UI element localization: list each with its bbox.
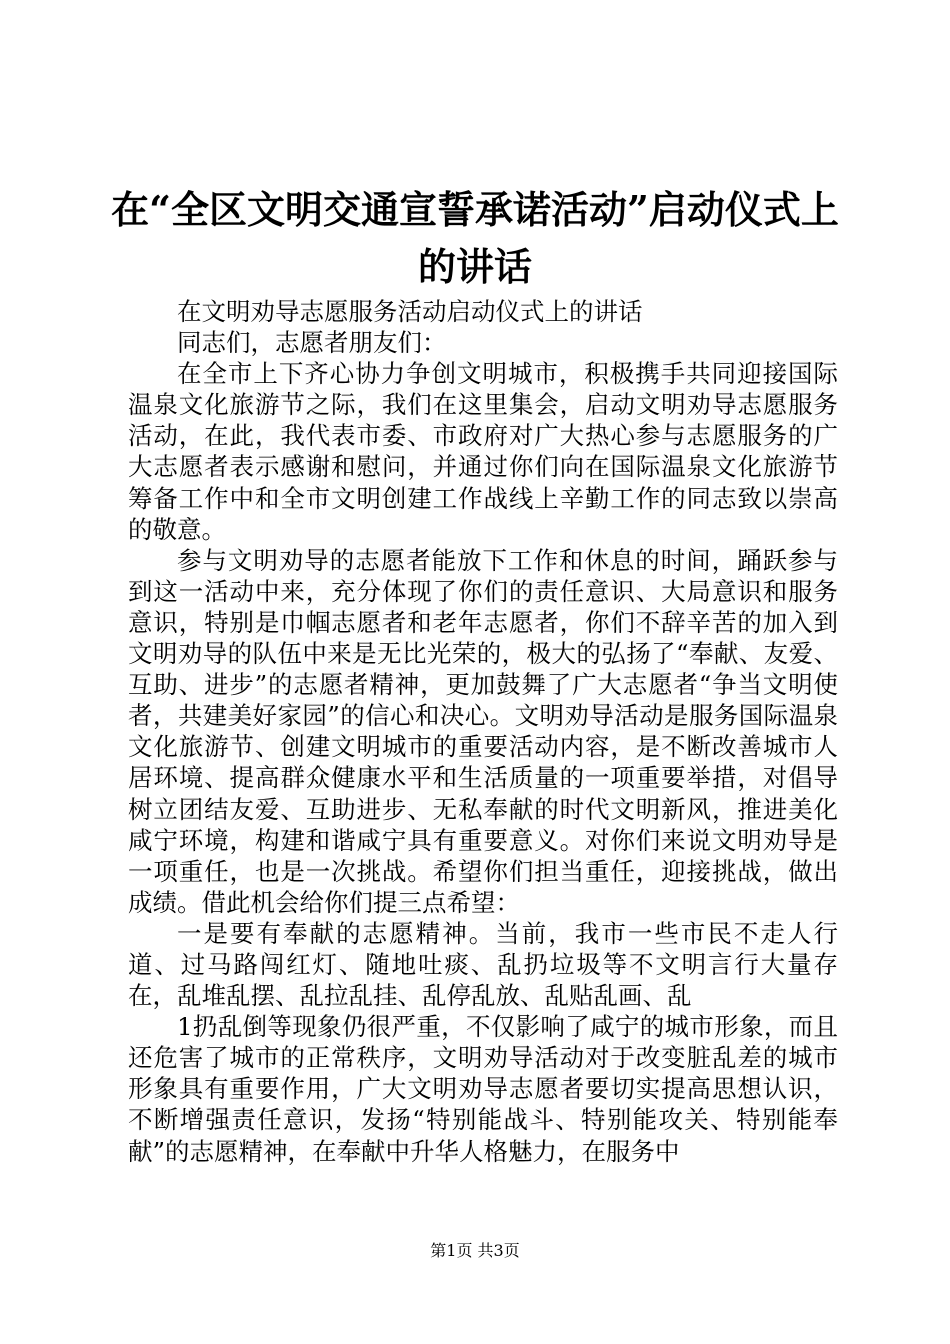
document-title-line-1: 在“全区文明交通宣誓承诺活动”启动仪式上 <box>111 187 839 232</box>
document-title-line-2: 的讲话 <box>417 244 532 289</box>
page-number-footer: 第1页 共3页 <box>430 1241 520 1260</box>
body-paragraph: 一是要有奉献的志愿精神。当前，我市一些市民不走人行道、过马路闯红灯、随地吐痰、乱扔垃圾等不文明言行大量存在，乱堆乱摆、乱拉乱挂、乱停乱放、乱贴乱画、乱 <box>128 918 838 1011</box>
document-body <box>128 296 838 1167</box>
body-paragraph: 在全市上下齐心协力争创文明城市，积极携手共同迎接国际温泉文化旅游节之际，我们在这里集会，启动文明劝导志愿服务活动，在此，我代表市委、市政府对广大热心参与志愿服务的广大志愿者表示感谢和慰问，并通过你们向在国际温泉文化旅游节筹备工作中和全市文明创建工作战线上辛勤工作的同志致以崇高的敬意。 <box>128 359 838 544</box>
salutation: 同志们，志愿者朋友们： <box>177 328 447 358</box>
speech-subtitle: 在文明劝导志愿服务活动启动仪式上的讲话 <box>177 297 643 326</box>
body-paragraph: 1扔乱倒等现象仍很严重，不仅影响了咸宁的城市形象，而且还危害了城市的正常秩序，文明劝导活动对于改变脏乱差的城市形象具有重要作用，广大文明劝导志愿者要切实提高思想认识，不断增强责任意识，发扬“特别能战斗、特别能攻关、特别能奉献”的志愿精神，在奉献中升华人格魅力，在服务中 <box>128 1012 838 1166</box>
body-paragraph: 参与文明劝导的志愿者能放下工作和休息的时间，踊跃参与到这一活动中来，充分体现了你们的责任意识、大局意识和服务意识，特别是巾帼志愿者和老年志愿者，你们不辞辛苦的加入到文明劝导的队伍中来是无比光荣的，极大的弘扬了“奉献、友爱、互助、进步”的志愿者精神，更加鼓舞了广大志愿者“争当文明使者，共建美好家园”的信心和决心。文明劝导活动是服务国际温泉文化旅游节、创建文明城市的重要活动内容，是不断改善城市人居环境、提高群众健康水平和生活质量的一项重要举措，对倡导树立团结友爱、互助进步、无私奉献的时代文明新风，推进美化咸宁环境，构建和谐咸宁具有重要意义。对你们来说文明劝导是一项重任，也是一次挑战。希望你们担当重任，迎接挑战，做出成绩。借此机会给你们提三点希望： <box>128 545 838 917</box>
